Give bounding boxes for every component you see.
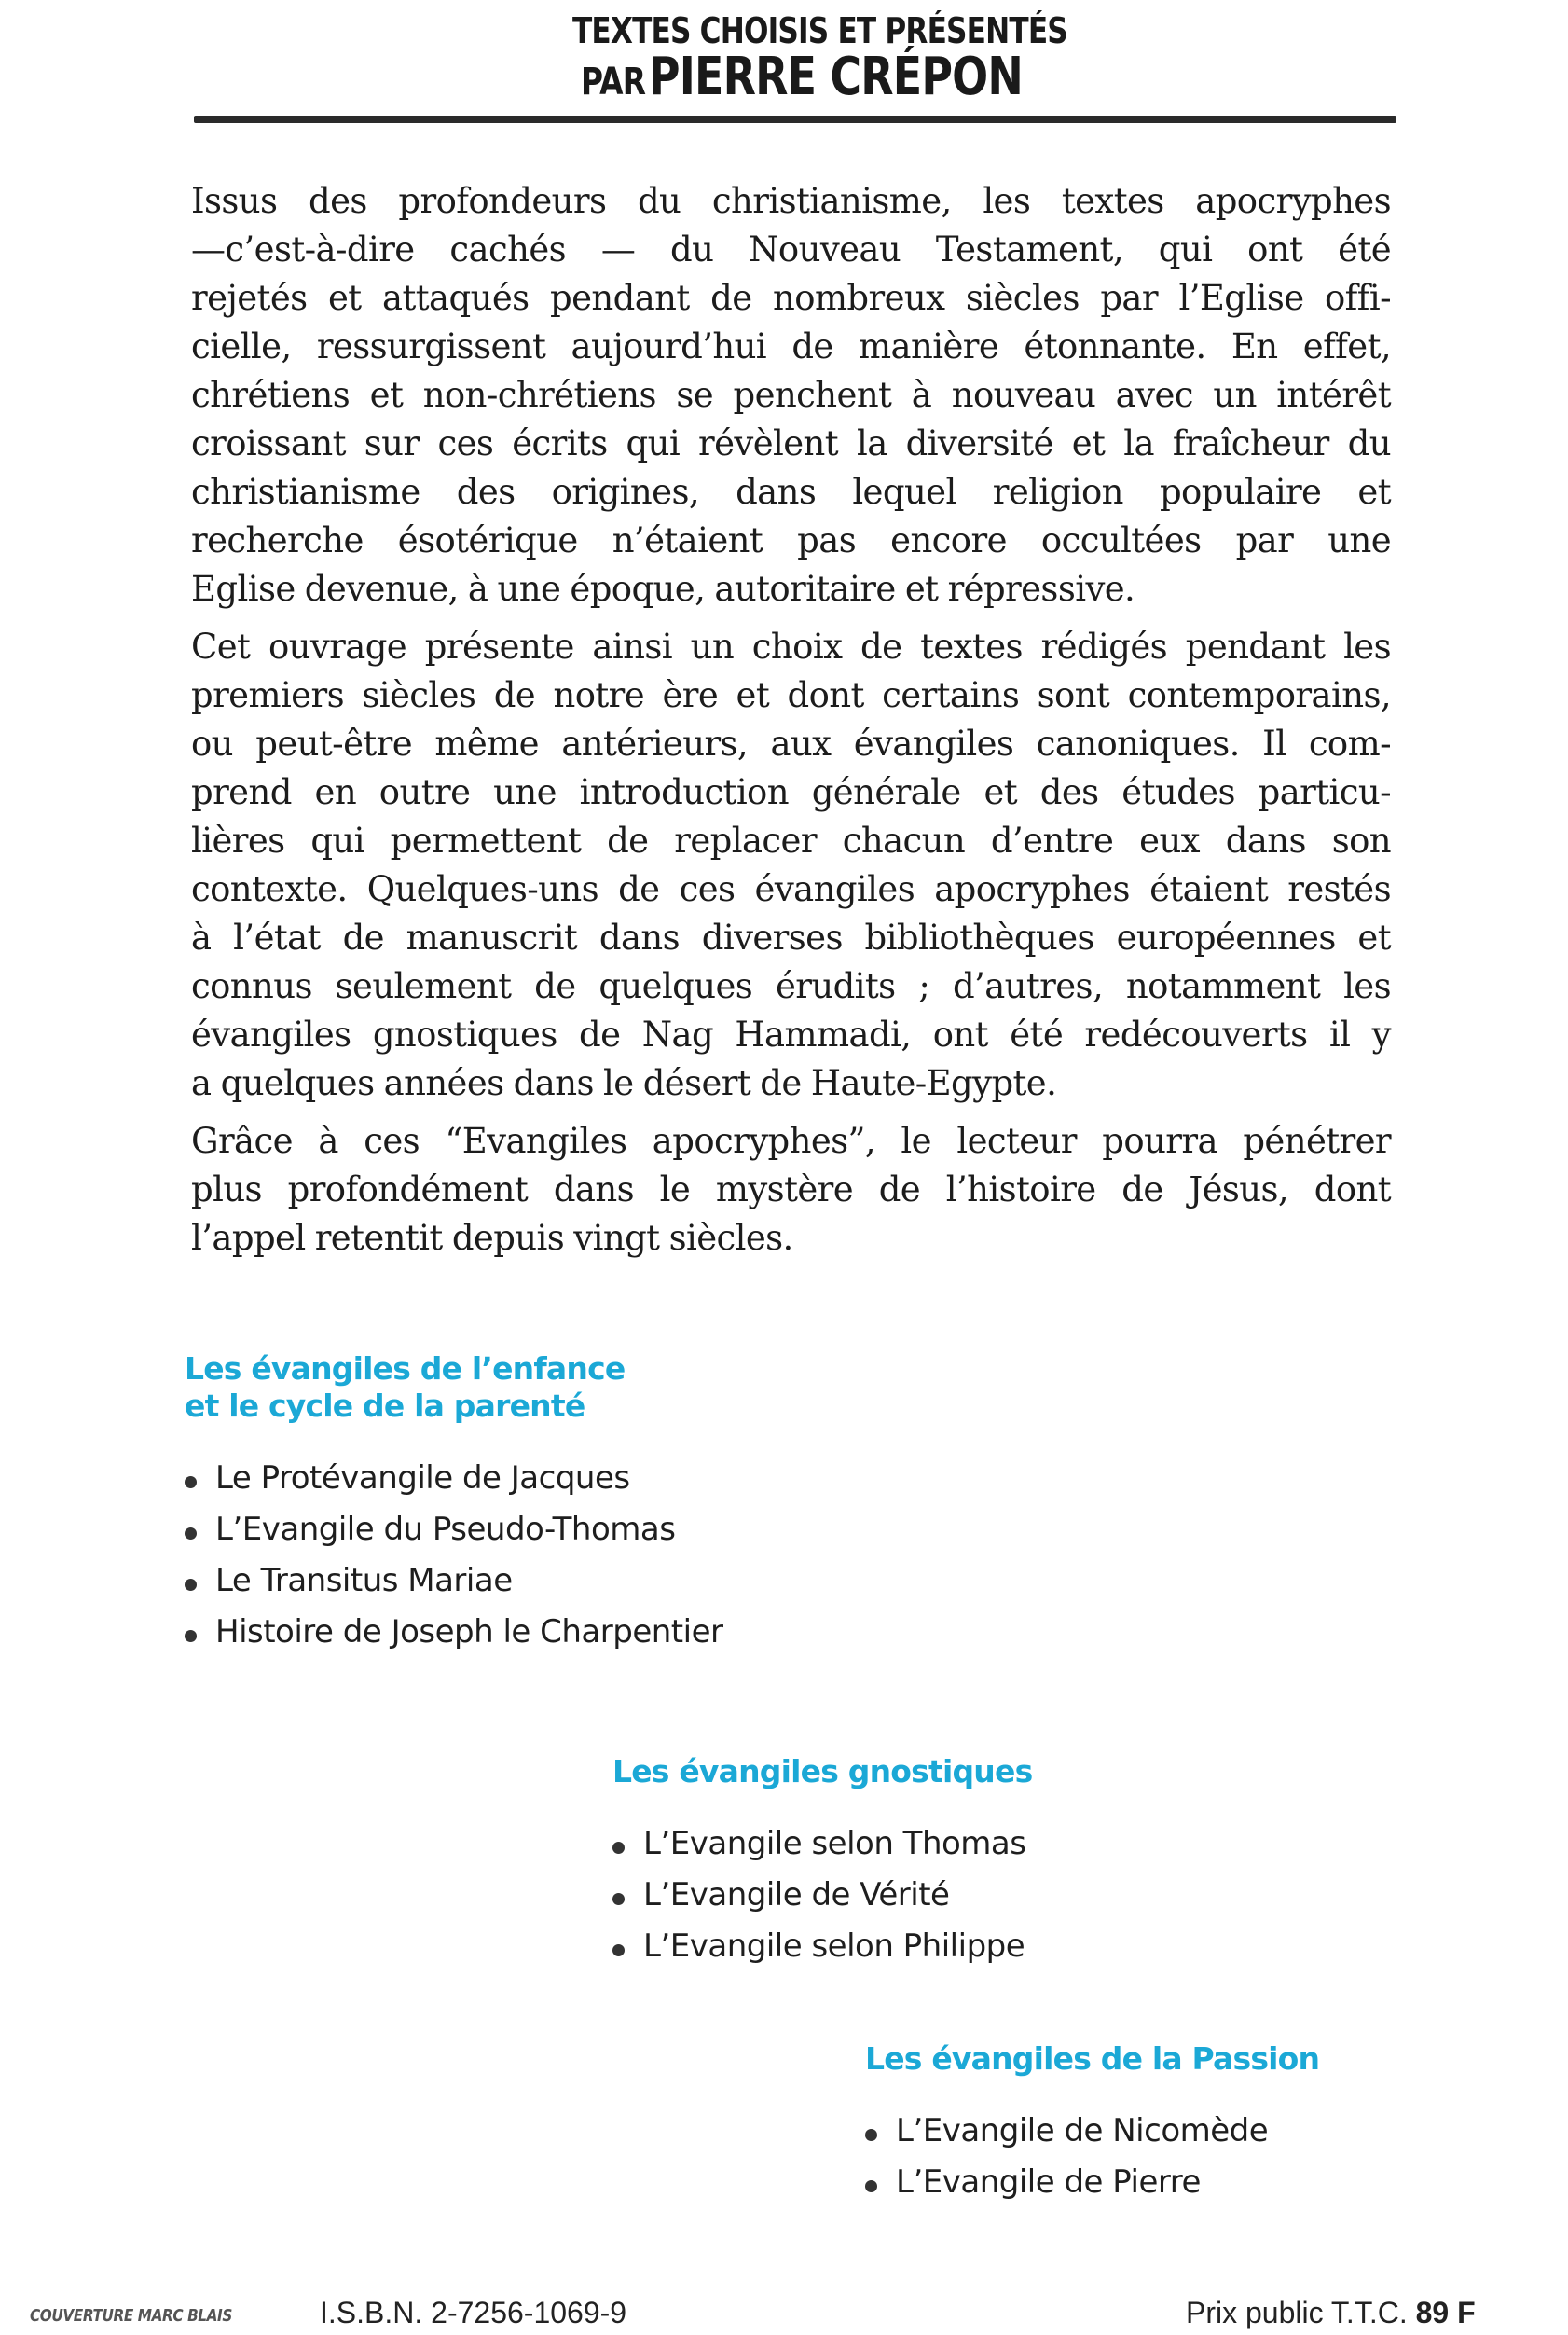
text-line: l’appel retentit depuis vingt siècles.	[191, 1218, 793, 1258]
gospel-list	[185, 1453, 722, 1658]
list-item: L’Evangile selon Thomas	[612, 1818, 1032, 1870]
isbn: I.S.B.N. 2-7256-1069-9	[320, 2296, 627, 2329]
editor-credit-line: TEXTES CHOISIS ET PRÉSENTÉS	[572, 10, 1067, 51]
author-name: PIERRE CRÉPON	[648, 47, 1024, 107]
text-line: connus seulement de quelques érudits ; d’autres, notamment les	[191, 966, 1391, 1006]
text-line: —c’est-à-dire cachés — du Nouveau Testament, qui ont été	[191, 229, 1391, 269]
price-amount: 89 F	[1415, 2296, 1476, 2329]
bullet-icon	[612, 1944, 625, 1956]
bullet-icon	[612, 1842, 625, 1854]
bullet-icon	[185, 1579, 197, 1591]
text-line: Issus des profondeurs du christianisme, les textes apocryphes	[191, 181, 1391, 221]
text-line: plus profondément dans le mystère de l’histoire de Jésus, dont	[191, 1169, 1391, 1209]
bullet-icon	[185, 1527, 197, 1540]
section-gnostiques	[612, 1753, 1032, 1972]
section-title: Les évangiles de l’enfance et le cycle de la parenté	[185, 1350, 626, 1424]
list-item: L’Evangile de Vérité	[612, 1870, 1032, 1921]
author-line	[572, 48, 1031, 106]
text-line: ou peut-être même antérieurs, aux évangiles canoniques. Il com-	[191, 724, 1391, 764]
bullet-icon	[185, 1630, 197, 1642]
blurb-paragraph	[191, 1117, 1391, 1263]
section-passion	[865, 2040, 1319, 2208]
text-line: recherche ésotérique n’étaient pas encore occultées par une	[191, 520, 1391, 560]
text-line: à l’état de manuscrit dans diverses bibliothèques européennes et	[191, 918, 1391, 958]
blurb-paragraph	[191, 623, 1391, 1108]
text-line: premiers siècles de notre ère et dont certains sont contemporains,	[191, 675, 1391, 715]
bullet-icon	[612, 1893, 625, 1905]
list-item: L’Evangile selon Philippe	[612, 1921, 1032, 1972]
list-item: Le Protévangile de Jacques	[185, 1453, 722, 1504]
price	[1186, 2296, 1476, 2330]
text-line: Eglise devenue, à une époque, autoritaire et répressive.	[191, 569, 1135, 609]
list-item: L’Evangile de Pierre	[865, 2157, 1319, 2208]
text-line: a quelques années dans le désert de Haute-Egypte.	[191, 1063, 1057, 1103]
blurb-paragraph	[191, 177, 1391, 614]
section-enfance	[185, 1350, 722, 1658]
header-divider	[194, 116, 1396, 123]
blurb-text	[191, 177, 1391, 1272]
text-line: croissant sur ces écrits qui révèlent la diversité et la fraîcheur du	[191, 423, 1391, 463]
list-item: L’Evangile du Pseudo-Thomas	[185, 1504, 722, 1555]
bullet-icon	[865, 2129, 877, 2141]
cover-credit: COUVERTURE MARC BLAIS	[30, 2306, 232, 2326]
bullet-icon	[865, 2180, 877, 2192]
author-prefix: PAR	[580, 61, 646, 104]
text-line: christianisme des origines, dans lequel religion populaire et	[191, 472, 1391, 512]
gospel-list	[612, 1818, 1032, 1972]
bullet-icon	[185, 1476, 197, 1488]
list-item: L’Evangile de Nicomède	[865, 2106, 1319, 2157]
text-line: chrétiens et non-chrétiens se penchent à nouveau avec un intérêt	[191, 375, 1391, 415]
section-title: Les évangiles gnostiques	[612, 1753, 1033, 1789]
text-line: évangiles gnostiques de Nag Hammadi, ont été redécouverts il y	[191, 1015, 1391, 1055]
text-line: Cet ouvrage présente ainsi un choix de textes rédigés pendant les	[191, 627, 1391, 667]
price-label: Prix public T.T.C.	[1186, 2296, 1408, 2329]
gospel-list	[865, 2106, 1319, 2208]
text-line: contexte. Quelques-uns de ces évangiles apocryphes étaient restés	[191, 869, 1391, 909]
list-item: Le Transitus Mariae	[185, 1555, 722, 1607]
list-item: Histoire de Joseph le Charpentier	[185, 1607, 722, 1658]
text-line: rejetés et attaqués pendant de nombreux siècles par l’Eglise offi-	[191, 278, 1391, 318]
section-title: Les évangiles de la Passion	[865, 2040, 1320, 2077]
text-line: cielle, ressurgissent aujourd’hui de manière étonnante. En effet,	[191, 326, 1391, 366]
text-line: Grâce à ces “Evangiles apocryphes”, le lecteur pourra pénétrer	[191, 1121, 1391, 1161]
text-line: prend en outre une introduction générale et des études particu-	[191, 772, 1391, 812]
text-line: lières qui permettent de replacer chacun d’entre eux dans son	[191, 821, 1391, 861]
